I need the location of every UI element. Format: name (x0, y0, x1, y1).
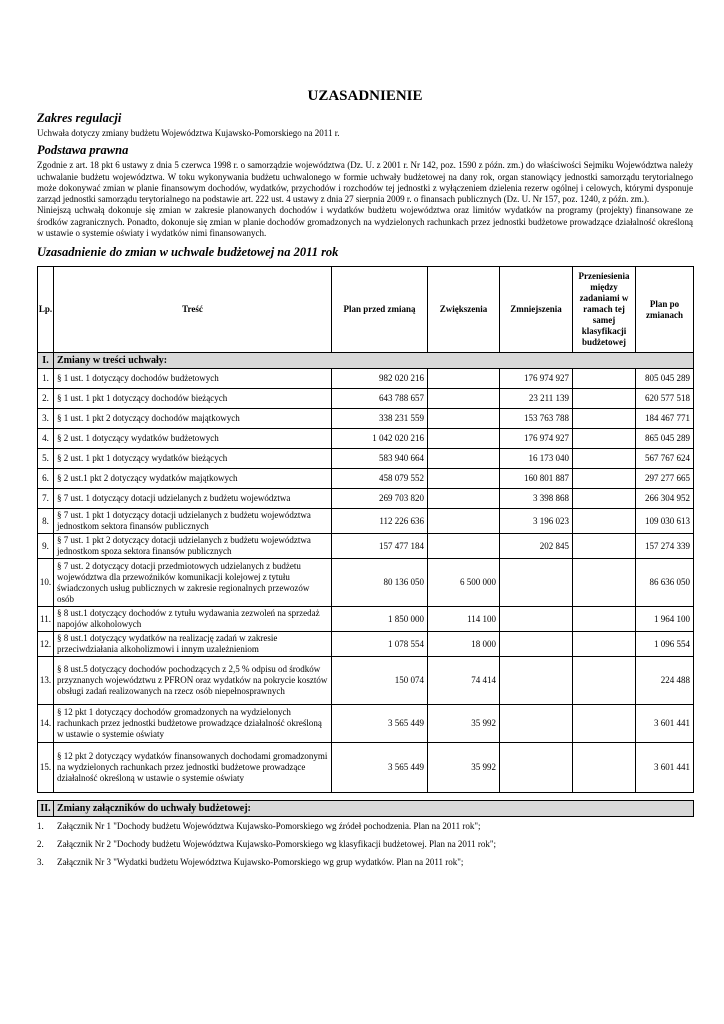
row-plan-after: 224 488 (636, 657, 694, 705)
row-plan-after: 1 096 554 (636, 632, 694, 657)
budget-changes-table (37, 266, 694, 817)
row-decrease: 202 845 (500, 534, 573, 559)
table-row (38, 449, 694, 469)
row-plan-before: 150 074 (332, 657, 428, 705)
row-plan-after: 109 030 613 (636, 509, 694, 534)
scope-heading: Zakres regulacji (37, 111, 122, 125)
row-decrease: 160 801 887 (500, 469, 573, 489)
row-plan-before: 157 477 184 (332, 534, 428, 559)
row-content: § 2 ust. 1 dotyczący wydatków budżetowych (54, 429, 332, 449)
row-transfer (573, 705, 636, 743)
table-row (38, 534, 694, 559)
attachment-number: 3. (37, 857, 44, 868)
row-decrease: 3 398 868 (500, 489, 573, 509)
row-transfer (573, 469, 636, 489)
row-transfer (573, 559, 636, 607)
row-decrease (500, 607, 573, 632)
header-content: Treść (54, 267, 332, 353)
row-transfer (573, 743, 636, 793)
row-lp: 15. (38, 743, 54, 793)
row-decrease (500, 743, 573, 793)
row-lp: 5. (38, 449, 54, 469)
attachment-text: Załącznik Nr 2 "Dochody budżetu Województwa Kujawsko-Pomorskiego wg klasyfikacji budżetowej. Plan na 2011 rok"; (57, 839, 497, 850)
row-plan-after: 1 964 100 (636, 607, 694, 632)
row-increase (428, 389, 500, 409)
table-row (38, 632, 694, 657)
row-content: § 2 ust.1 pkt 2 dotyczący wydatków majątkowych (54, 469, 332, 489)
header-plan-before: Plan przed zmianą (332, 267, 428, 353)
row-plan-after: 3 601 441 (636, 743, 694, 793)
row-plan-after: 266 304 952 (636, 489, 694, 509)
section-row-1 (38, 353, 694, 369)
row-plan-before: 338 231 559 (332, 409, 428, 429)
row-transfer (573, 509, 636, 534)
table-row (38, 429, 694, 449)
section-number: II. (38, 801, 54, 817)
row-content: § 12 pkt 1 dotyczący dochodów gromadzonych na wydzielonych rachunkach przez jednostki budżetowe prowadzące działalność określoną w ustawie o systemie oświaty (54, 705, 332, 743)
row-lp: 1. (38, 369, 54, 389)
row-lp: 6. (38, 469, 54, 489)
row-transfer (573, 607, 636, 632)
row-content: § 1 ust. 1 pkt 2 dotyczący dochodów majątkowych (54, 409, 332, 429)
row-content: § 7 ust. 2 dotyczący dotacji przedmiotowych udzielanych z budżetu województwa dla przewoźników komunikacji kolejowej z tytułu świadczonych usług publicznych w zakresie regionalnych przewozów osób (54, 559, 332, 607)
row-transfer (573, 449, 636, 469)
row-plan-before: 1 042 020 216 (332, 429, 428, 449)
row-increase (428, 369, 500, 389)
table-row (38, 705, 694, 743)
row-lp: 10. (38, 559, 54, 607)
row-plan-before: 1 078 554 (332, 632, 428, 657)
row-lp: 13. (38, 657, 54, 705)
attachment-text: Załącznik Nr 3 "Wydatki budżetu Województwa Kujawsko-Pomorskiego wg grup wydatków. Plan na 2011 rok"; (57, 857, 464, 868)
row-lp: 9. (38, 534, 54, 559)
row-transfer (573, 534, 636, 559)
table-row (38, 559, 694, 607)
row-increase: 35 992 (428, 743, 500, 793)
row-decrease (500, 559, 573, 607)
document-title: UZASADNIENIE (307, 88, 423, 104)
row-transfer (573, 429, 636, 449)
row-content: § 2 ust. 1 pkt 1 dotyczący wydatków bieżących (54, 449, 332, 469)
row-increase (428, 509, 500, 534)
row-content: § 7 ust. 1 dotyczący dotacji udzielanych z budżetu województwa (54, 489, 332, 509)
row-decrease (500, 632, 573, 657)
row-lp: 7. (38, 489, 54, 509)
row-plan-after: 805 045 289 (636, 369, 694, 389)
attachment-item (37, 835, 693, 853)
row-content: § 1 ust. 1 pkt 1 dotyczący dochodów bieżących (54, 389, 332, 409)
header-decrease: Zmniejszenia (500, 267, 573, 353)
row-plan-after: 620 577 518 (636, 389, 694, 409)
row-content: § 8 ust.1 dotyczący dochodów z tytułu wydawania zezwoleń na sprzedaż napojów alkoholowych (54, 607, 332, 632)
row-increase: 6 500 000 (428, 559, 500, 607)
row-transfer (573, 369, 636, 389)
row-plan-after: 567 767 624 (636, 449, 694, 469)
row-increase: 114 100 (428, 607, 500, 632)
row-increase (428, 469, 500, 489)
attachment-number: 2. (37, 839, 44, 850)
row-lp: 11. (38, 607, 54, 632)
section-row-2 (38, 801, 694, 817)
section-number: I. (38, 353, 54, 369)
row-decrease: 3 196 023 (500, 509, 573, 534)
row-increase: 18 000 (428, 632, 500, 657)
attachment-text: Załącznik Nr 1 "Dochody budżetu Województwa Kujawsko-Pomorskiego wg źródeł pochodzenia. Plan na 2011 rok"; (57, 821, 481, 832)
row-plan-after: 157 274 339 (636, 534, 694, 559)
table-row (38, 489, 694, 509)
row-increase (428, 489, 500, 509)
row-plan-before: 1 850 000 (332, 607, 428, 632)
table-row (38, 469, 694, 489)
row-lp: 3. (38, 409, 54, 429)
row-increase (428, 449, 500, 469)
row-transfer (573, 657, 636, 705)
row-plan-before: 3 565 449 (332, 743, 428, 793)
row-content: § 1 ust. 1 dotyczący dochodów budżetowych (54, 369, 332, 389)
row-lp: 8. (38, 509, 54, 534)
row-decrease: 176 974 927 (500, 429, 573, 449)
row-content: § 8 ust.5 dotyczący dochodów pochodzących z 2,5 % odpisu od środków przyznanych województwu z PFRON oraz wydatków na pokrycie kosztów obsługi zadań realizowanych na rzecz osób niepełnosprawnych (54, 657, 332, 705)
row-increase (428, 429, 500, 449)
row-lp: 4. (38, 429, 54, 449)
row-decrease (500, 705, 573, 743)
legal-basis-paragraph-2: Niniejszą uchwałą dokonuje się zmian w zakresie planowanych dochodów i wydatków budżetu województwa oraz limitów wydatków na programy (projekty) finansowane ze środków zagranicznych. Ponadto, dokonuje się zmian w planie dochodów gromadzonych na wydzielonych rachunkach przez jednostki budżetowe prowadzące działalność określoną w ustawie o systemie oświaty i wydatków nimi finansowanych. (37, 205, 693, 239)
row-plan-before: 583 940 664 (332, 449, 428, 469)
legal-basis-heading: Podstawa prawna (37, 143, 129, 158)
row-plan-after: 297 277 665 (636, 469, 694, 489)
row-lp: 14. (38, 705, 54, 743)
row-plan-before: 3 565 449 (332, 705, 428, 743)
header-plan-after: Plan po zmianach (636, 267, 694, 353)
row-decrease: 23 211 139 (500, 389, 573, 409)
legal-basis-paragraph-1: Zgodnie z art. 18 pkt 6 ustawy z dnia 5 czerwca 1998 r. o samorządzie województwa (Dz. U. z 2001 r. Nr 142, poz. 1590 z późn. zm.) do właściwości Sejmiku Województwa należy uchwalanie budżetu województwa. W toku wykonywania budżetu uchwalonego w formie uchwały budżetowej na dany rok, organ stanowiący jednostki samorządu terytorialnego może dokonywać zmian w planie finansowym dochodów, wydatków, przychodów i rozchodów tej jednostki z wyłączeniem dzielenia rezerw ogólnej i celowych, którymi dysponuje zarząd jednostki samorządu terytorialnego na podstawie art. 222 ust. 4 ustawy z dnia 27 sierpnia 2009 r. o finansach publicznych (Dz. U. Nr 157, poz. 1240, z późn. zm.). (37, 160, 693, 205)
row-transfer (573, 389, 636, 409)
row-lp: 12. (38, 632, 54, 657)
row-plan-before: 458 079 552 (332, 469, 428, 489)
header-lp: Lp. (38, 267, 54, 353)
table-row (38, 389, 694, 409)
row-decrease: 153 763 788 (500, 409, 573, 429)
section-label: Zmiany załączników do uchwały budżetowej: (54, 801, 694, 817)
row-transfer (573, 632, 636, 657)
row-plan-after: 3 601 441 (636, 705, 694, 743)
row-decrease: 176 974 927 (500, 369, 573, 389)
row-plan-before: 982 020 216 (332, 369, 428, 389)
row-increase (428, 534, 500, 559)
table-row (38, 369, 694, 389)
row-plan-after: 184 467 771 (636, 409, 694, 429)
attachment-item (37, 817, 693, 835)
row-plan-after: 865 045 289 (636, 429, 694, 449)
section-label: Zmiany w treści uchwały: (54, 353, 694, 369)
table-header-row (38, 267, 694, 353)
row-decrease (500, 657, 573, 705)
header-transfer: Przeniesienia między zadaniami w ramach tej samej klasyfikacji budżetowej (573, 267, 636, 353)
table-row (38, 743, 694, 793)
table-row (38, 657, 694, 705)
attachments-list (37, 817, 693, 871)
header-increase: Zwiększenia (428, 267, 500, 353)
row-increase: 74 414 (428, 657, 500, 705)
table-heading: Uzasadnienie do zmian w uchwale budżetowej na 2011 rok (37, 245, 339, 260)
attachment-item (37, 853, 693, 871)
table-row (38, 607, 694, 632)
row-increase: 35 992 (428, 705, 500, 743)
table-row (38, 409, 694, 429)
row-content: § 12 pkt 2 dotyczący wydatków finansowanych dochodami gromadzonymi na wydzielonych rachunkach przez jednostki budżetowe prowadzące działalność określoną w ustawie o systemie oświaty (54, 743, 332, 793)
row-plan-after: 86 636 050 (636, 559, 694, 607)
scope-text: Uchwała dotyczy zmiany budżetu Województwa Kujawsko-Pomorskiego na 2011 r. (37, 128, 340, 138)
table-row (38, 509, 694, 534)
row-content: § 7 ust. 1 pkt 2 dotyczący dotacji udzielanych z budżetu województwa jednostkom spoza sektora finansów publicznych (54, 534, 332, 559)
row-plan-before: 112 226 636 (332, 509, 428, 534)
attachment-number: 1. (37, 821, 44, 832)
row-lp: 2. (38, 389, 54, 409)
document-page (37, 88, 693, 871)
row-plan-before: 80 136 050 (332, 559, 428, 607)
row-content: § 8 ust.1 dotyczący wydatków na realizację zadań w zakresie przeciwdziałania alkoholizmowi i innym uzależnieniom (54, 632, 332, 657)
row-transfer (573, 409, 636, 429)
row-plan-before: 269 703 820 (332, 489, 428, 509)
row-increase (428, 409, 500, 429)
row-decrease: 16 173 040 (500, 449, 573, 469)
row-plan-before: 643 788 657 (332, 389, 428, 409)
row-transfer (573, 489, 636, 509)
row-content: § 7 ust. 1 pkt 1 dotyczący dotacji udzielanych z budżetu województwa jednostkom sektora finansów publicznych (54, 509, 332, 534)
